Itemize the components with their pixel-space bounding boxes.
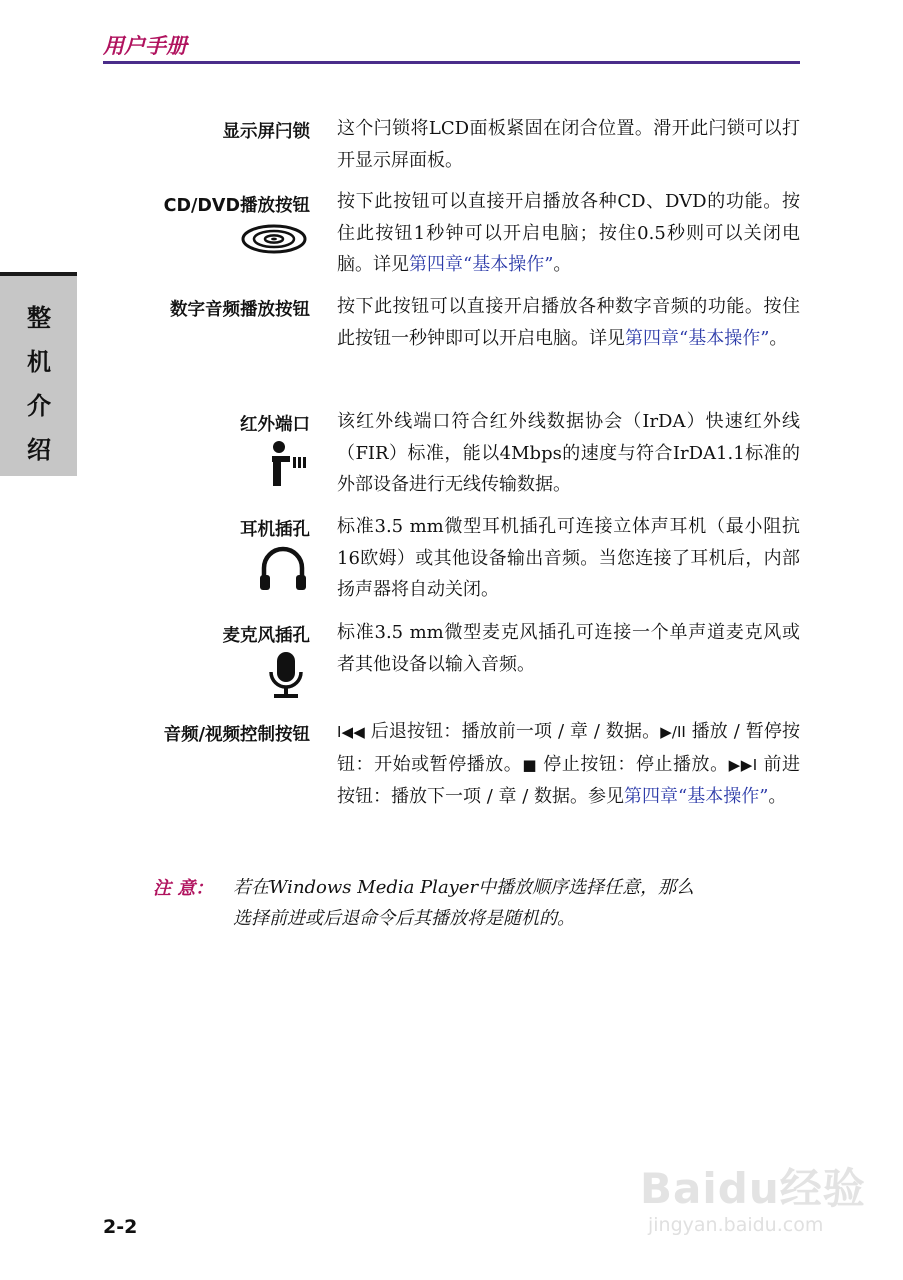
note-line: 选择前进或后退命令后其播放将是随机的。	[233, 908, 575, 929]
desc-text: 。	[769, 327, 788, 349]
note-text	[233, 872, 773, 934]
forward-icon: ▶▶I	[728, 755, 758, 774]
stop-icon: ■	[522, 755, 538, 774]
term-digital-audio-button: 数字音频播放按钮	[170, 300, 310, 320]
desc-headphone-jack: 标准3.5 mm微型耳机插孔可连接立体声耳机（最小阻抗16欧姆）或其他设备输出音频。当您连接了耳机后，内部扬声器将自动关闭。	[337, 516, 800, 600]
infrared-icon	[268, 440, 310, 488]
play-pause-icon: ▶/II	[660, 723, 686, 741]
term-infrared-port: 红外端口	[240, 415, 310, 435]
note-line: 若在Windows Media Player中播放顺序选择任意，那么	[233, 877, 695, 898]
side-tab-char: 绍	[27, 436, 51, 464]
baidu-watermark	[640, 1150, 890, 1260]
header-rule	[103, 61, 800, 64]
desc-text: 按下此按钮可以直接开启播放各种CD、DVD的功能。按住此按钮1秒钟可以开启电脑；按住0.5秒则可以关闭电脑。详见	[337, 191, 800, 275]
page-number: 2-2	[103, 1216, 138, 1238]
chapter-reference-link[interactable]: 第四章“基本操作”	[624, 786, 769, 807]
watermark-url: jingyan.baidu.com	[648, 1214, 824, 1236]
term-display-latch: 显示屏闩锁	[222, 122, 310, 142]
side-tab-char: 整	[27, 304, 51, 332]
desc-digital-audio-button	[337, 291, 800, 354]
cd-dvd-icon	[240, 222, 308, 256]
desc-cd-dvd-button	[337, 186, 800, 281]
desc-display-latch: 这个闩锁将LCD面板紧固在闭合位置。滑开此闩锁可以打开显示屏面板。	[337, 118, 800, 171]
term-cd-dvd-button: CD/DVD播放按钮	[163, 196, 310, 216]
chapter-side-tab	[0, 272, 77, 476]
watermark-logo-text: Baidu经验	[640, 1164, 866, 1213]
side-tab-char: 介	[27, 392, 51, 420]
side-tab-char: 机	[27, 348, 51, 376]
desc-text: 停止按钮：停止播放。	[537, 753, 729, 775]
desc-text: 播放 / 暂停按钮：开始或暂停播放。	[337, 721, 800, 775]
desc-microphone-jack: 标准3.5 mm微型麦克风插孔可连接一个单声道麦克风或者其他设备以输入音频。	[337, 622, 800, 675]
note-label: 注 意：	[153, 878, 214, 899]
desc-text: 按下此按钮可以直接开启播放各种数字音频的功能。按住此按钮一秒钟即可以开启电脑。详见	[337, 296, 800, 349]
term-headphone-jack: 耳机插孔	[240, 520, 310, 540]
desc-text: 前进按钮：播放下一项 / 章 / 数据。参见	[337, 753, 800, 807]
desc-infrared-port: 该红外线端口符合红外线数据协会（IrDA）快速红外线（FIR）标准，能以4Mbps的速度与符合IrDA1.1标准的外部设备进行无线传输数据。	[337, 411, 800, 495]
headphone-icon	[258, 546, 308, 592]
chapter-reference-link[interactable]: 第四章“基本操作”	[409, 254, 554, 275]
term-microphone-jack: 麦克风插孔	[222, 626, 310, 646]
desc-av-control-buttons	[337, 716, 800, 813]
rewind-icon: I◀◀	[337, 723, 365, 741]
microphone-icon	[266, 650, 306, 700]
desc-text: 。	[768, 786, 787, 807]
page-header-title: 用户手册	[103, 34, 187, 58]
desc-text: 后退按钮：播放前一项 / 章 / 数据。	[364, 721, 661, 742]
term-av-control-buttons: 音频/视频控制按钮	[163, 725, 310, 745]
chapter-reference-link[interactable]: 第四章“基本操作”	[625, 327, 770, 349]
desc-text: 。	[553, 254, 572, 275]
